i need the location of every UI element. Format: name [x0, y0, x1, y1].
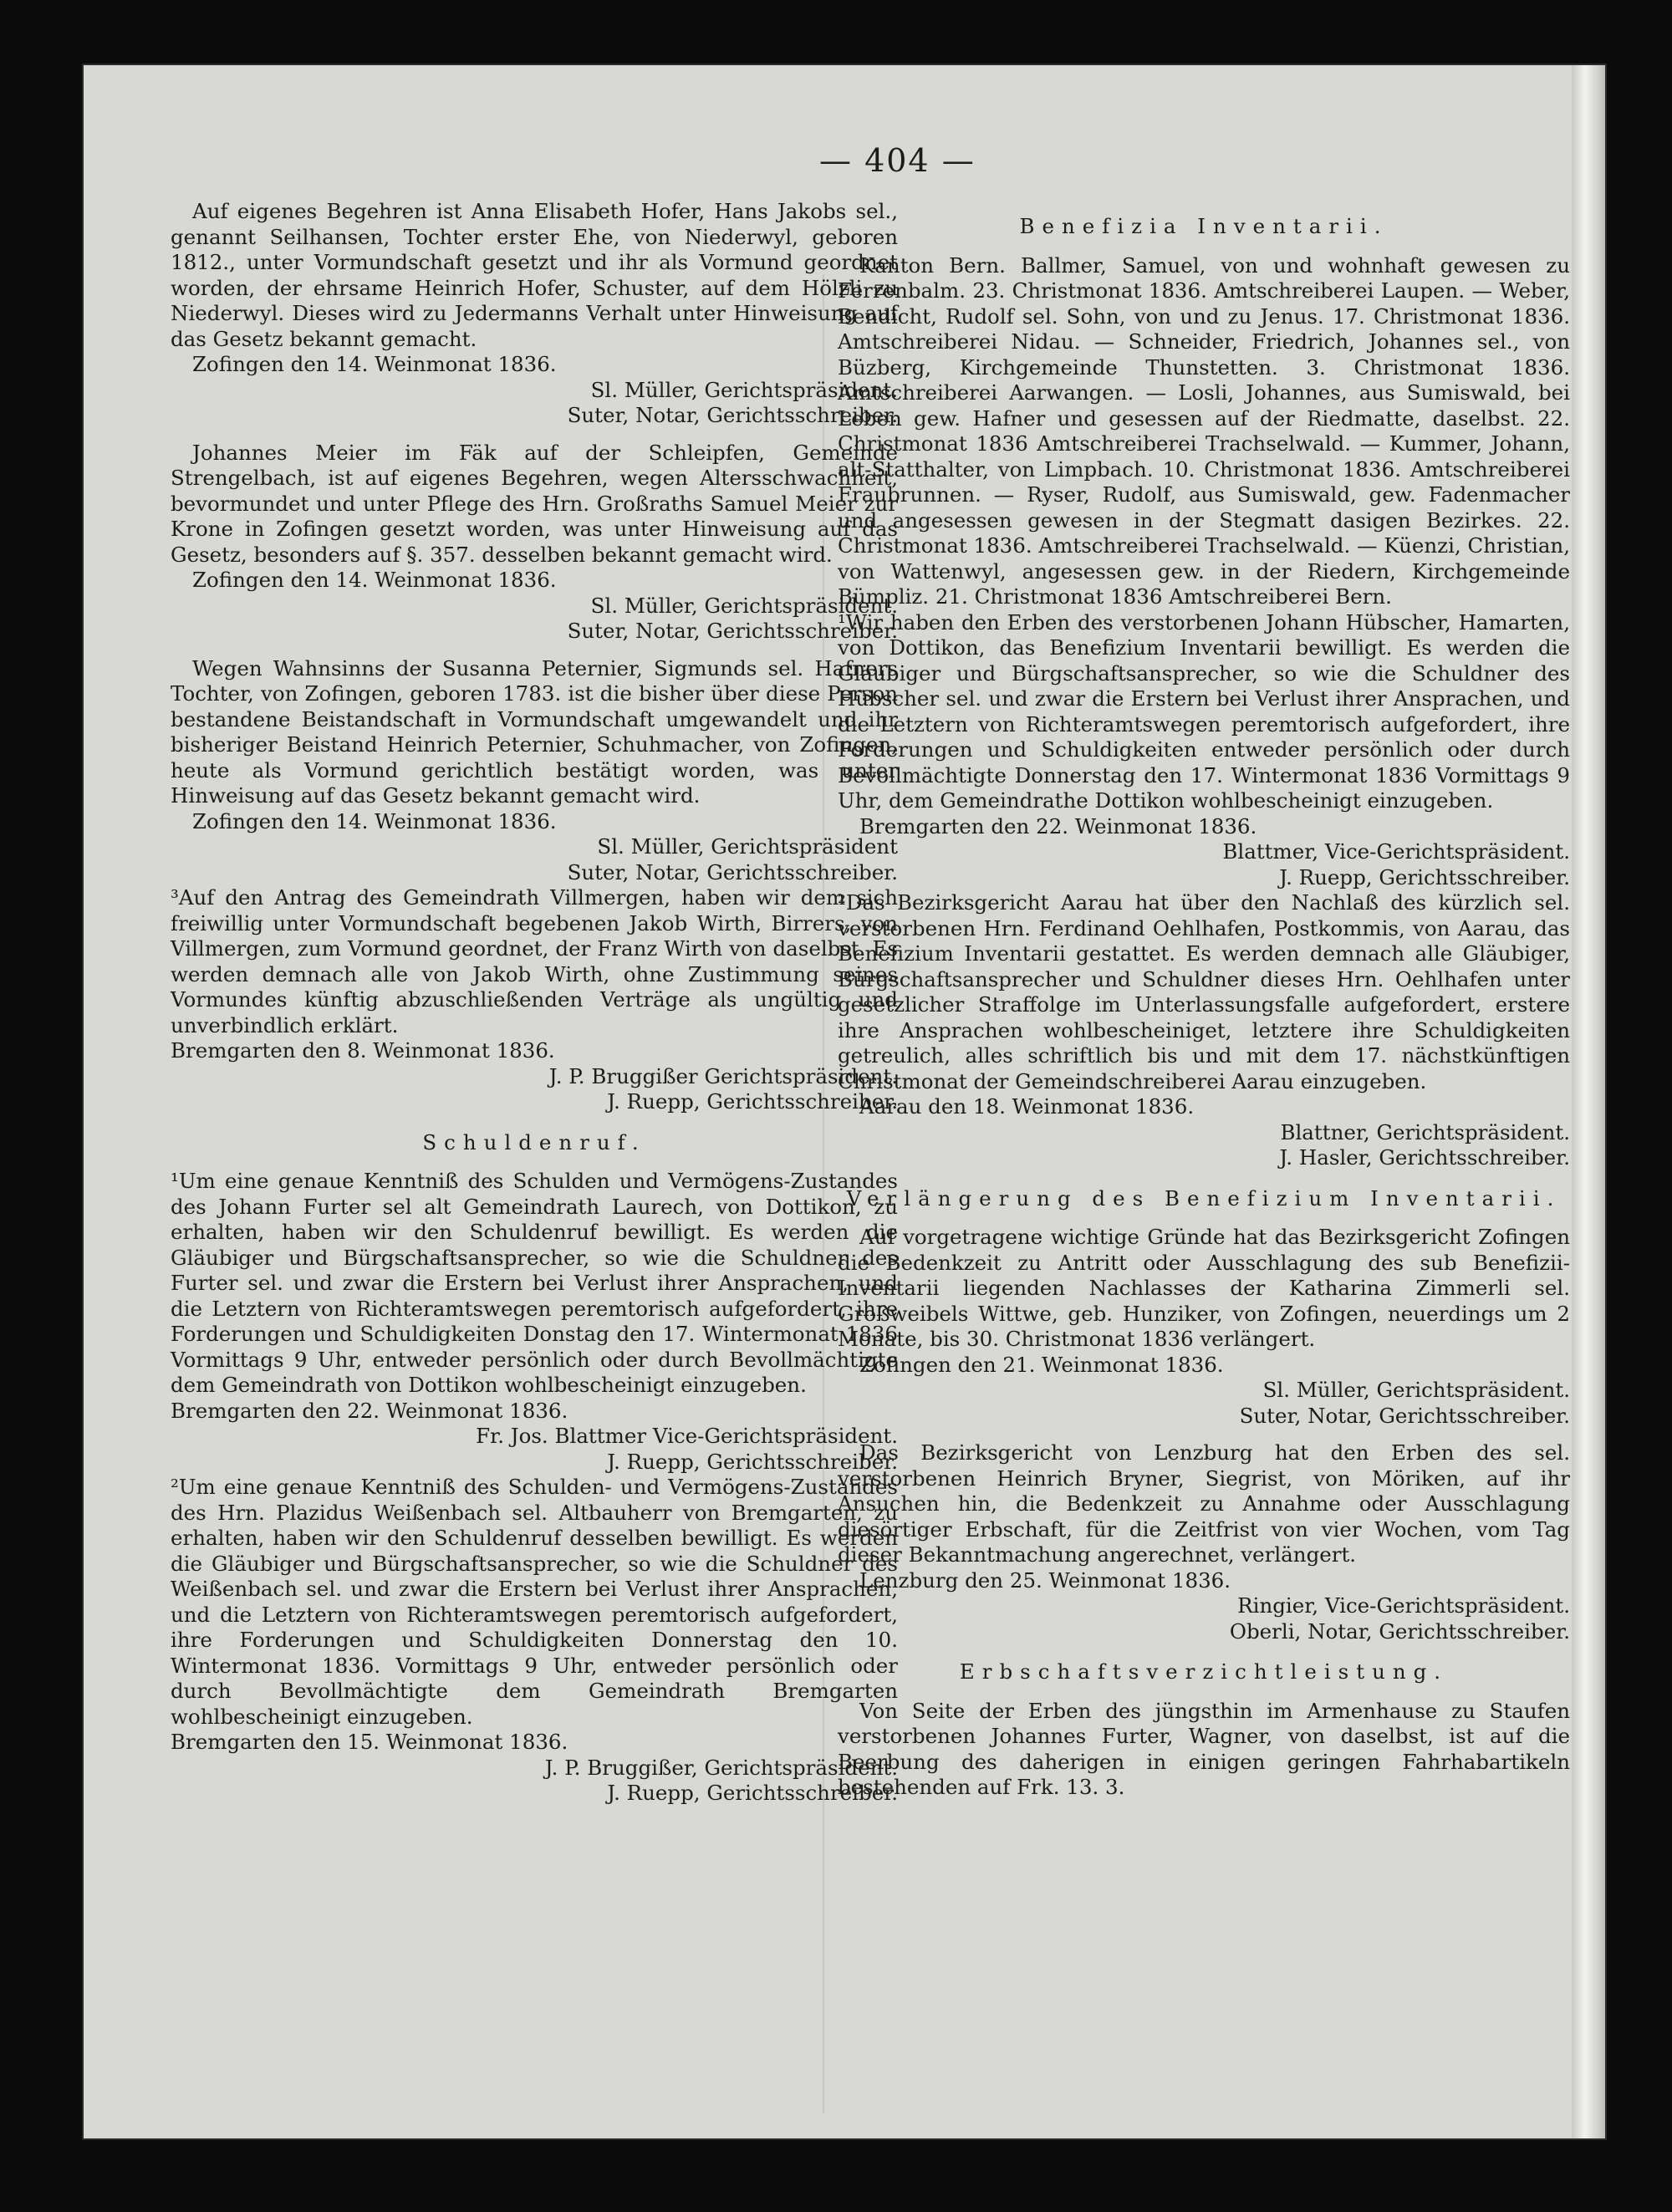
signature-line: Suter, Notar, Gerichtsschreiber.: [1239, 1403, 1570, 1428]
date-line: Zofingen den 14. Weinmonat 1836.: [192, 352, 557, 376]
date-line: Zofingen den 14. Weinmonat 1836.: [192, 808, 557, 833]
signature-line: Suter, Notar, Gerichtsschreiber.: [567, 619, 898, 643]
notice-paragraph: Kanton Bern. Ballmer, Samuel, von und wohnhaft gewesen zu Ferrenbalm. 23. Christmonat 1836. Amtschreiberei Laupen. — Weber, Bendicht, Rudolf sel. Sohn, von und zu Jenus. 17. Christmonat 1836. Amtschreiberei Nidau. — Schneider, Friedrich, Johannes sel., von Büzberg, Kirchgemeinde Thunstetten. 3. Christmonat 1836. Amtschreiberei Aarwangen. — Losli, Johannes, aus Sumiswald, bei Leben gew. Hafner und gesessen auf der Riedmatte, daselbst. 22. Christmonat 1836 Amtschreiberei Trachselwald. — Kummer, Johann, alt-Statthalter, von Limpbach. 10. Christmonat 1836. Amtschreiberei Fraubrunnen. — Ryser, Rudolf, aus Sumiswald, gew. Fadenmacher und angesessen gewesen in der Stegmatt dasigen Bezirkes. 22. Christmonat 1836. Amtschreiberei Trachselwald. — Küenzi, Christian, von Wattenwyl, angesessen gew. in der Riedern, Kirchgemeinde Bümpliz. 21. Christmonat 1836 Amtschreiberei Bern.: [838, 252, 1570, 609]
page-number: — 404 —: [819, 142, 976, 179]
signature-line: J. Hasler, Gerichtsschreiber.: [1279, 1145, 1570, 1170]
section-heading: Benefizia Inventarii.: [1019, 214, 1389, 238]
section-heading: Verlängerung des Benefizium Inventarii.: [846, 1185, 1562, 1210]
signature-line: Suter, Notar, Gerichtsschreiber.: [567, 859, 898, 884]
notice-paragraph: ²Um eine genaue Kenntniß des Schulden- und Vermögens-Zustandes des Hrn. Plazidus Weißenbach sel. Altbauherr von Bremgarten, zu erhalten, haben wir den Schuldenruf desselben bewilligt. Es werden die Gläubiger und Bürgschaftsansprecher, so wie die Schuldner des Weißenbach sel. und zwar die Erstern bei Verlust ihrer Ansprachen, und die Letztern von Richteramtswegen peremtorisch aufgefordert, ihre Forderungen und Schuldigkeiten Donnerstag den 10. Wintermonat 1836. Vormittags 9 Uhr, entweder persönlich oder durch Bevollmächtigte dem Gemeindrath Bremgarten wohlbescheinigt einzugeben.: [171, 1475, 898, 1729]
signature-line: J. P. Bruggißer, Gerichtspräsident.: [544, 1755, 898, 1780]
signature-line: Ringier, Vice-Gerichtspräsident.: [1237, 1593, 1570, 1618]
date-line: Bremgarten den 22. Weinmonat 1836.: [171, 1398, 568, 1423]
signature-line: Sl. Müller, Gerichtspräsident.: [1262, 1378, 1570, 1402]
date-line: Bremgarten den 8. Weinmonat 1836.: [171, 1038, 555, 1063]
signature-line: Blattner, Gerichtspräsident.: [1280, 1119, 1570, 1144]
notice-paragraph: ²Das Bezirksgericht Aarau hat über den Nachlaß des kürzlich sel. verstorbenen Hrn. Ferdinand Oehlhafen, Postkommis, von Aarau, das Benefizium Inventarii gestattet. Es werden demnach alle Gläubiger, Bürgschaftsansprecher und Schuldner dieses Hrn. Oehlhafen unter gesetzlicher Straffolge im Unterlassungsfalle aufgefordert, erstere ihre Ansprachen wohlbescheiniget, letztere ihre Schuldigkeiten getreulich, alles schriftlich bis und mit dem 17. nächstkünftigen Christmonat der Gemeindschreiberei Aarau einzugeben.: [838, 890, 1570, 1093]
date-line: Aarau den 18. Weinmonat 1836.: [859, 1094, 1195, 1119]
spacer: [171, 429, 898, 441]
section-heading: Erbschaftsverzichtleistung.: [959, 1659, 1449, 1684]
signature-line: J. Ruepp, Gerichtsschreiber.: [1279, 864, 1570, 889]
newspaper-page: [84, 65, 1605, 2138]
signature-line: Sl. Müller, Gerichtspräsident.: [590, 377, 898, 402]
date-line: Bremgarten den 22. Weinmonat 1836.: [859, 813, 1257, 838]
notice-paragraph: Das Bezirksgericht von Lenzburg hat den Erben des sel. verstorbenen Heinrich Bryner, Siegrist, von Möriken, auf ihr Ansuchen hin, die Bedenkzeit zu Annahme oder Ausschlagung diesörtiger Erbschaft, für die Zeitfrist von vier Wochen, vom Tag dieser Bekanntmachung angerechnet, verlängert.: [838, 1440, 1570, 1567]
right-column: [838, 199, 1570, 1801]
signature-line: J. Ruepp, Gerichtsschreiber.: [607, 1449, 898, 1474]
date-line: Zofingen den 14. Weinmonat 1836.: [192, 568, 557, 592]
signature-line: J. P. Bruggißer Gerichtspräsident.: [548, 1063, 898, 1088]
spacer: [171, 645, 898, 656]
notice-paragraph: ¹Wir haben den Erben des verstorbenen Johann Hübscher, Hamarten, von Dottikon, das Benefizium Inventarii bewilligt. Es werden die Gläubiger und Bürgschaftsansprecher, so wie die Schuldner des Hübscher sel. und zwar die Erstern bei Verlust ihrer Ansprachen, und die Letztern von Richteramtswegen peremtorisch aufgefordert, ihre Forderungen und Schuldigkeiten entweder persönlich oder durch Bevollmächtigte Donnerstag den 17. Wintermonat 1836 Vormittags 9 Uhr, dem Gemeindrathe Dottikon wohlbescheinigt einzugeben.: [838, 609, 1570, 813]
signature-line: J. Ruepp, Gerichtsschreiber.: [607, 1781, 898, 1805]
date-line: Lenzburg den 25. Weinmonat 1836.: [859, 1567, 1231, 1593]
signature-line: Fr. Jos. Blattmer Vice-Gerichtspräsident.: [476, 1424, 898, 1448]
signature-line: Blattmer, Vice-Gerichtspräsident.: [1222, 839, 1570, 864]
spacer: [838, 1429, 1570, 1440]
notice-paragraph: Johannes Meier im Fäk auf der Schleipfen, Gemeinde Strengelbach, ist auf eigenes Begehren, wegen Altersschwachheit, bevormundet und unter Pflege des Hrn. Großraths Samuel Meier zur Krone in Zofingen gesetzt worden, was unter Hinweisung auf das Gesetz, besonders auf §. 357. desselben bekannt gemacht wird.: [171, 440, 898, 567]
signature-line: J. Ruepp, Gerichtsschreiber.: [607, 1089, 898, 1114]
notice-paragraph: Auf eigenes Begehren ist Anna Elisabeth Hofer, Hans Jakobs sel., genannt Seilhansen, Tochter erster Ehe, von Niederwyl, geboren 1812., unter Vormundschaft gesetzt und ihr als Vormund geordnet worden, der ehrsame Heinrich Hofer, Schuster, auf dem Hölzli zu Niederwyl. Dieses wird zu Jedermanns Verhalt unter Hinweisung auf das Gesetz bekannt gemacht.: [171, 199, 898, 351]
section-heading: Schuldenruf.: [422, 1129, 646, 1154]
signature-line: Sl. Müller, Gerichtspräsident.: [590, 593, 898, 618]
date-line: Bremgarten den 15. Weinmonat 1836.: [171, 1730, 568, 1754]
page-edge: [1572, 65, 1605, 2138]
notice-paragraph: Auf vorgetragene wichtige Gründe hat das Bezirksgericht Zofingen die Bedenkzeit zu Antritt oder Ausschlagung des sub Benefizii-Inventarii liegenden Nachlasses der Katharina Zimmerli sel. Großweibels Wittwe, geb. Hunziker, von Zofingen, neuerdings um 2 Monate, bis 30. Christmonat 1836 verlängert.: [838, 1225, 1570, 1351]
notice-paragraph: ¹Um eine genaue Kenntniß des Schulden und Vermögens-Zustandes des Johann Furter sel alt Gemeindrath Laurech, von Dottikon, zu erhalten, haben wir den Schuldenruf bewilligt. Es werden die Gläubiger und Bürgschaftsansprecher, so wie die Schuldner des Furter sel. und zwar die Erstern bei Verlust ihrer Ansprachen, und die Letztern von Richteramtswegen peremtorisch aufgefordert, ihre Forderungen und Schuldigkeiten Donstag den 17. Wintermonat 1836 Vormittags 9 Uhr, entweder persönlich oder durch Bevollmächtigte dem Gemeindrath von Dottikon wohlbescheinigt einzugeben.: [171, 1169, 898, 1397]
notice-paragraph: Von Seite der Erben des jüngsthin im Armenhause zu Staufen verstorbenen Johannes Furter, Wagner, von daselbst, ist auf die Beerbung des daherigen in einigen geringen Fahrhabartikeln bestehenden auf Frk. 13. 3.: [838, 1698, 1570, 1799]
notice-paragraph: Wegen Wahnsinns der Susanna Peternier, Sigmunds sel. Hafners Tochter, von Zofingen, geboren 1783. ist die bisher über diese Person bestandene Beistandschaft in Vormundschaft umgewandelt und ihr bisheriger Beistand Heinrich Peternier, Schuhmacher, von Zofingen, heute als Vormund gerichtlich bestätigt worden, was unter Hinweisung auf das Gesetz bekannt gemacht wird.: [171, 655, 898, 808]
left-column: [171, 199, 898, 1807]
date-line: Zofingen den 21. Weinmonat 1836.: [859, 1352, 1224, 1377]
signature-line: Sl. Müller, Gerichtspräsident: [597, 834, 898, 859]
signature-line: Oberli, Notar, Gerichtsschreiber.: [1229, 1618, 1570, 1644]
notice-paragraph: ³Auf den Antrag des Gemeindrath Villmergen, haben wir dem sich freiwillig unter Vormundschaft begebenen Jakob Wirth, Birrers, von Villmergen, zum Vormund geordnet, der Franz Wirth von daselbst. Es werden demnach alle von Jakob Wirth, ohne Zustimmung seines Vormundes künftig abzuschließenden Verträge als ungültig und unverbindlich erklärt.: [171, 885, 898, 1037]
signature-line: Suter, Notar, Gerichtsschreiber.: [567, 403, 898, 427]
